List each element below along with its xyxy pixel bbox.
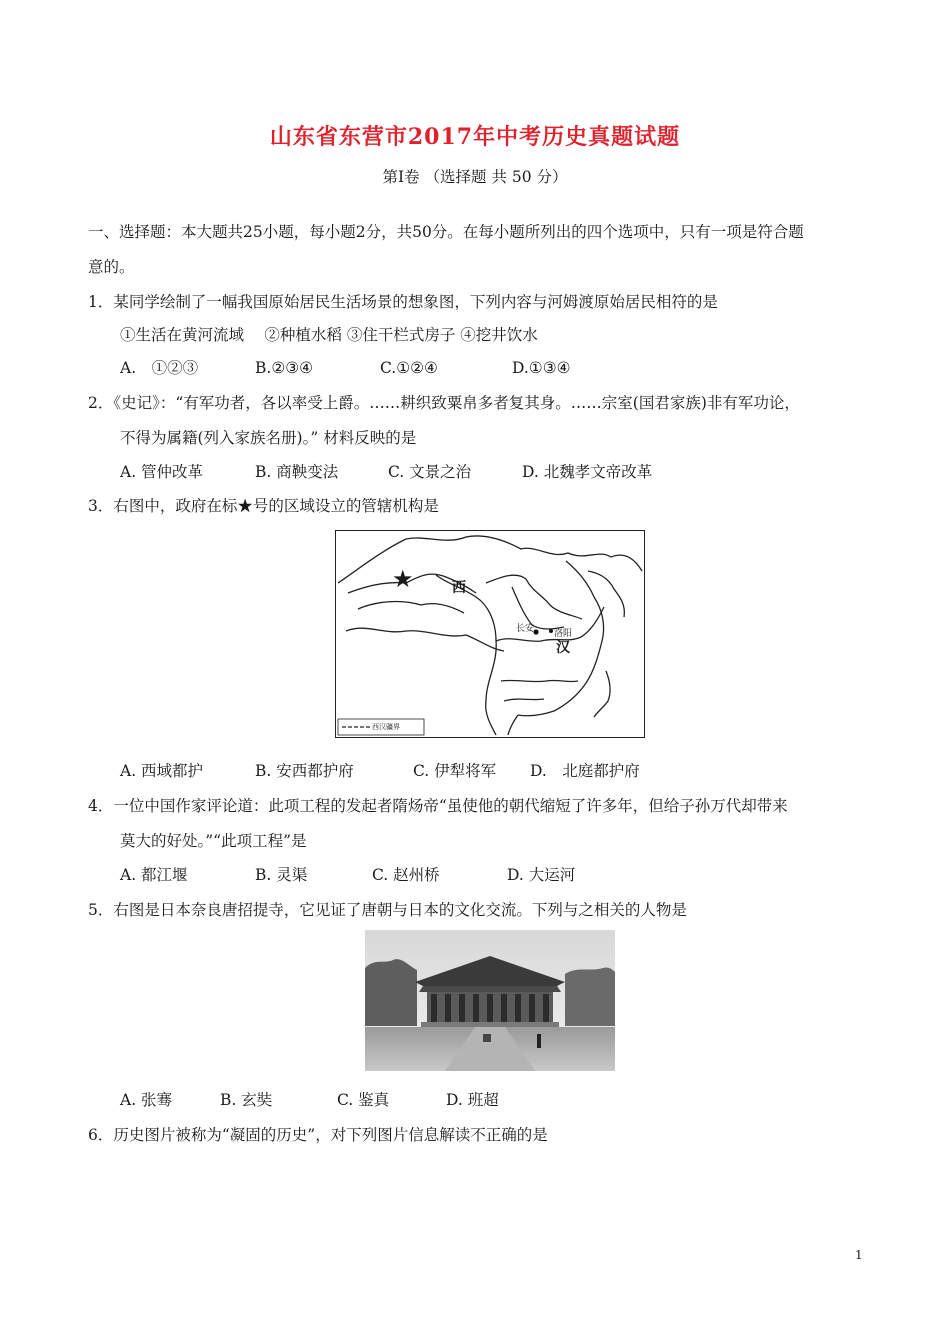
- map-label-han: 汉: [556, 640, 570, 656]
- star-marker-icon: ★: [392, 565, 414, 593]
- question-1-items: ①生活在黄河流域 ②种植水稻 ③住干栏式房子 ④挖井饮水: [120, 326, 538, 344]
- question-5-option-b: B. 玄奘: [220, 1091, 273, 1109]
- question-3-option-b: B. 安西都护府: [255, 762, 354, 780]
- question-4-stem-line-2: 莫大的好处。”“此项工程”是: [120, 832, 307, 850]
- question-5-stem: 5．右图是日本奈良唐招提寺，它见证了唐朝与日本的文化交流。下列与之相关的人物是: [88, 901, 687, 919]
- question-4-option-a: A. 都江堰: [120, 866, 188, 884]
- question-2-option-c: C. 文景之治: [388, 463, 472, 481]
- intro-line-2: 意的。: [88, 258, 135, 276]
- question-2-option-a: A. 管仲改革: [120, 463, 204, 481]
- toshodaiji-temple-photo: [365, 930, 615, 1071]
- question-1-option-a: A. ①②③: [120, 359, 199, 377]
- section-subtitle: 第Ⅰ卷 （选择题 共 50 分）: [382, 168, 568, 186]
- question-5-option-a: A. 张骞: [120, 1091, 173, 1109]
- map-legend-label: 西汉疆界: [372, 723, 400, 731]
- question-2-stem-line-1: 2．《史记》：“有军功者，各以率受上爵。……耕织致粟帛多者复其身。……宗室(国君家族)非有军功论，: [88, 394, 800, 412]
- map-label-xi: 西: [452, 580, 466, 596]
- question-3-option-a: A. 西域都护: [120, 762, 204, 780]
- question-4-option-d: D. 大运河: [507, 866, 576, 884]
- question-3-option-d: D. 北庭都护府: [530, 762, 640, 780]
- question-4-stem-line-1: 4．一位中国作家评论道：此项工程的发起者隋炀帝“虽使他的朝代缩短了许多年，但给子孙万代却带来: [88, 797, 788, 815]
- map-label-changan: 长安: [516, 624, 535, 634]
- question-2-stem-line-2: 不得为属籍(列入家族名册)。” 材料反映的是: [120, 429, 417, 447]
- question-3-stem: 3．右图中，政府在标★号的区域设立的管辖机构是: [88, 497, 439, 515]
- map-label-luoyang: 洛阳: [554, 629, 573, 639]
- question-1-option-d: D.①③④: [512, 359, 571, 377]
- question-3-option-c: C. 伊犁将军: [413, 762, 497, 780]
- intro-line-1: 一、选择题：本大题共25小题，每小题2分，共50分。在每小题所列出的四个选项中，只有一项是符合题: [88, 223, 804, 241]
- page-number: 1: [855, 1248, 863, 1262]
- question-1-option-c: C.①②④: [380, 359, 438, 377]
- question-5-option-c: C. 鉴真: [337, 1091, 390, 1109]
- question-5-option-d: D. 班超: [446, 1091, 499, 1109]
- question-1-stem: 1．某同学绘制了一幅我国原始居民生活场景的想象图，下列内容与河姆渡原始居民相符的是: [88, 293, 718, 311]
- question-6-stem: 6．历史图片被称为“凝固的历史”，对下列图片信息解读不正确的是: [88, 1126, 548, 1144]
- question-2-option-b: B. 商鞅变法: [255, 463, 339, 481]
- western-han-map: [335, 530, 645, 738]
- question-1-option-b: B.②③④: [255, 359, 314, 377]
- question-4-option-c: C. 赵州桥: [372, 866, 440, 884]
- question-4-option-b: B. 灵渠: [255, 866, 308, 884]
- page-title: 山东省东营市2017年中考历史真题试题: [269, 124, 681, 150]
- map-outline-drawing: [336, 531, 644, 737]
- question-2-option-d: D. 北魏孝文帝改革: [522, 463, 653, 481]
